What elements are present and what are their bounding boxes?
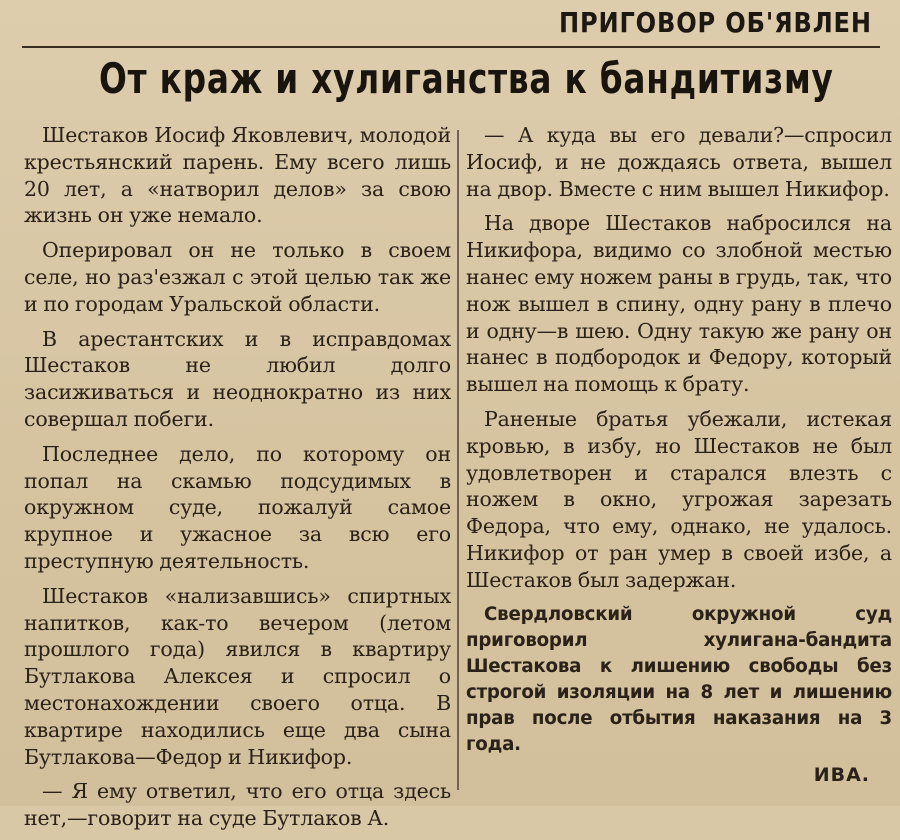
paragraph: Оперировал он не только в своем селе, но раз'езжал с этой целью так же и по городам Уральской области. bbox=[24, 238, 451, 316]
paragraph: Шестаков Иосиф Яковлевич, молодой крестьянский парень. Ему всего лишь 20 лет, а «натворил делов» за свою жизнь он уже немало. bbox=[24, 123, 451, 228]
paragraph: В арестантских и в исправдомах Шестаков не любил долго засиживаться и неоднократно из них совершал побеги. bbox=[24, 326, 451, 431]
paragraph: На дворе Шестаков набросился на Никифора, видимо со злобной местью нанес ему ножем раны в грудь, так, что нож вышел в спину, одну рану в плечо и одну—в шею. Одну такую же рану он нанес в подбородок и Федору, который вышел на помощь к брату. bbox=[466, 211, 892, 397]
rubric-rule bbox=[22, 46, 880, 48]
headline: От краж и хулиганства к бандитизму bbox=[99, 54, 834, 103]
right-column bbox=[466, 122, 892, 766]
paragraph: Шестаков «нализавшись» спиртных напитков, как-то вечером (летом прошлого года) явился в квартиру Бутлакова Алексея и спросил о местонахождении своего отца. В квартире находились еще два сына Бутлакова—Федор и Никифор. bbox=[24, 583, 451, 769]
signature: ИВА. bbox=[813, 764, 870, 786]
left-column bbox=[24, 122, 451, 840]
column-divider bbox=[457, 130, 459, 790]
verdict: Свердловский окружной суд приговорил хулигана-бандита Шестакова к лишению свободы без строгой изоляции на 8 лет и лишению прав после отбытия наказания на 3 года. bbox=[466, 603, 892, 755]
rubric: ПРИГОВОР ОБ'ЯВЛЕН bbox=[559, 6, 872, 39]
paragraph: Раненые братья убежали, истекая кровью, в избу, но Шестаков не был удовлетворен и старался влезть с ножем в окно, угрожая зарезать Федора, что ему, однако, не удалось. Никифор от ран умер в своей избе, а Шестаков был задержан. bbox=[466, 406, 892, 592]
paragraph: Последнее дело, по которому он попал на скамью подсудимых в окружном суде, пожалуй самое крупное и ужасное за всю его преступную деятельность. bbox=[24, 441, 451, 573]
paragraph: — А куда вы его девали?—спросил Иосиф, и не дождаясь ответа, вышел на двор. Вместе с ним вышел Никифор. bbox=[466, 123, 892, 201]
paragraph: — Я ему ответил, что его отца здесь нет,—говорит на суде Бутлаков А. bbox=[24, 779, 451, 831]
